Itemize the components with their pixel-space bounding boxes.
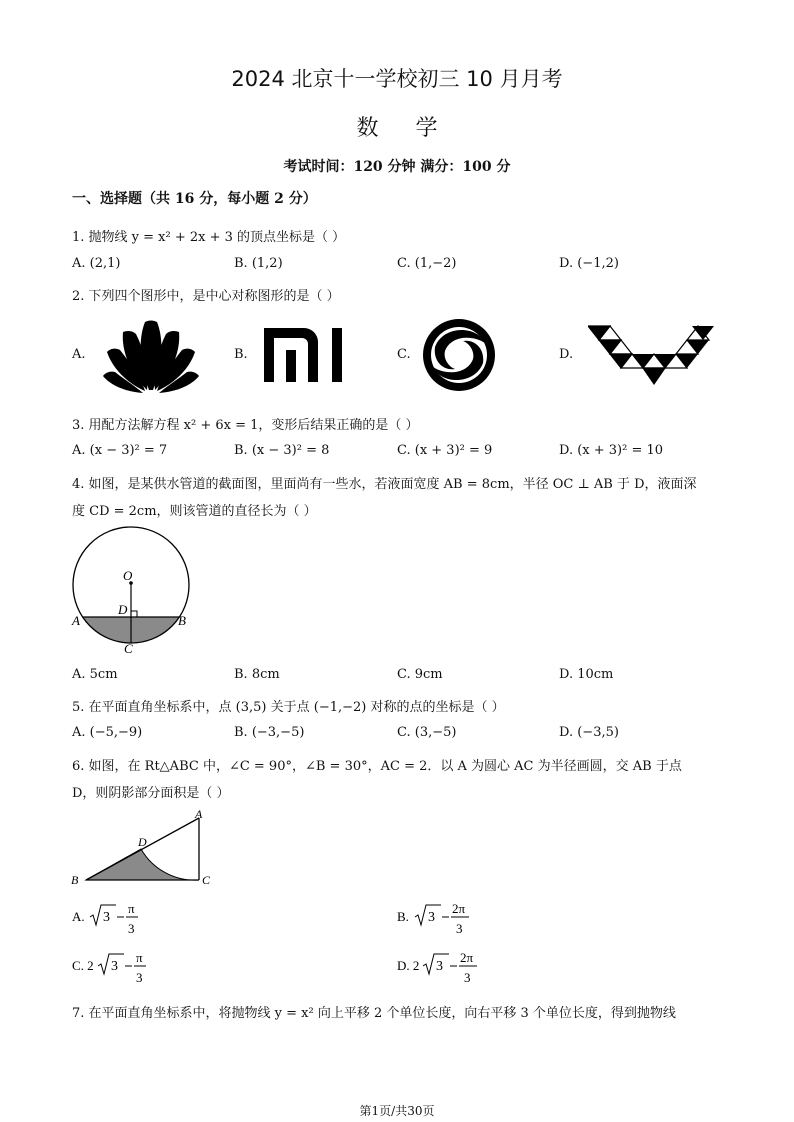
q6-option-a-num: π (128, 901, 135, 916)
q6-option-c-root: 3 (111, 959, 118, 974)
triangle-pattern-figure (588, 324, 714, 390)
q6-option-c (72, 946, 192, 990)
q2-option-c: C. (397, 347, 411, 362)
q5-option-b: B. (−3,−5) (234, 725, 305, 740)
exam-info: 考试时间：120 分钟 满分：100 分 (283, 159, 511, 175)
label-c: C (124, 641, 133, 654)
q4-option-a: A. 5cm (72, 667, 118, 682)
page-title: 2024 北京十一学校初三 10 月月考 (231, 67, 563, 91)
label-b: B (71, 873, 79, 887)
pipe-cross-section-figure (66, 522, 196, 654)
question-4-stem-line1: 4. 如图，是某供水管道的截面图，里面尚有一些水，若液面宽度 AB = 8cm，半径 OC ⊥ AB 于 D，液面深 (72, 477, 697, 492)
label-o: O (123, 568, 133, 583)
q6-option-a-prefix: A. (72, 909, 85, 924)
q3-option-c: C. (x + 3)² = 9 (397, 443, 493, 458)
q4-option-d: D. 10cm (559, 667, 614, 682)
right-triangle-figure (66, 806, 226, 890)
q5-option-d: D. (−3,5) (559, 725, 619, 740)
q6-option-b-root: 3 (428, 910, 435, 925)
label-a: A (72, 613, 80, 628)
q2-option-b: B. (234, 347, 248, 362)
q5-option-a: A. (−5,−9) (72, 725, 143, 740)
question-6-stem-line1: 6. 如图，在 Rt△ABC 中，∠C = 90°，∠B = 30°，AC = 2．以 A 为圆心 AC 为半径画圆，交 AB 于点 (72, 759, 682, 774)
q1-option-a: A. (2,1) (72, 256, 121, 271)
mi-logo-figure (264, 328, 346, 382)
q2-option-a: A. (72, 347, 86, 362)
q3-option-b: B. (x − 3)² = 8 (234, 443, 330, 458)
q1-option-d: D. (−1,2) (559, 256, 619, 271)
question-3-stem: 3. 用配方法解方程 x² + 6x = 1，变形后结果正确的是（ ） (72, 418, 419, 433)
q4-option-c: C. 9cm (397, 667, 443, 682)
q6-option-d-prefix: D. 2 (397, 958, 420, 973)
q6-option-a-den: 3 (128, 921, 135, 936)
q6-option-b-num: 2π (452, 901, 466, 916)
q6-option-b (397, 897, 507, 941)
q3-option-a: A. (x − 3)² = 7 (72, 443, 168, 458)
q6-option-a (72, 897, 182, 941)
label-a: A (195, 807, 203, 821)
q5-option-c: C. (3,−5) (397, 725, 457, 740)
q6-option-d-num: 2π (460, 950, 474, 965)
q6-option-c-den: 3 (136, 970, 143, 985)
q6-option-b-den: 3 (456, 921, 463, 936)
q6-option-d-root: 3 (436, 959, 443, 974)
question-6-stem-line2: D，则阴影部分面积是（ ） (72, 786, 230, 801)
label-b: B (178, 613, 186, 628)
q2-option-d: D. (559, 347, 574, 362)
q6-option-c-num: π (136, 950, 143, 965)
swirl-logo-figure (421, 317, 497, 393)
section-heading: 一、选择题（共 16 分，每小题 2 分） (72, 191, 317, 207)
label-c: C (202, 873, 211, 887)
q6-option-c-prefix: C. 2 (72, 958, 94, 973)
page-footer: 第1页/共30页 (359, 1104, 435, 1118)
question-5-stem: 5. 在平面直角坐标系中，点 (3,5) 关于点 (−1,−2) 对称的点的坐标是（ ） (72, 700, 505, 715)
label-d: D (138, 835, 147, 849)
q3-option-d: D. (x + 3)² = 10 (559, 443, 664, 458)
q4-option-b: B. 8cm (234, 667, 280, 682)
question-4-stem-line2: 度 CD = 2cm，则该管道的直径长为（ ） (72, 504, 317, 519)
q6-option-a-root: 3 (103, 910, 110, 925)
label-d: D (118, 602, 128, 617)
q6-option-d-den: 3 (464, 970, 471, 985)
q6-option-b-prefix: B. (397, 909, 409, 924)
question-7-stem: 7. 在平面直角坐标系中，将抛物线 y = x² 向上平移 2 个单位长度，向右平移 3 个单位长度，得到抛物线 (72, 1006, 676, 1021)
question-2-stem: 2. 下列四个图形中，是中心对称图形的是（ ） (72, 289, 340, 304)
subject-title: 数 学 (356, 116, 438, 141)
question-1-stem: 1. 抛物线 y = x² + 2x + 3 的顶点坐标是（ ） (72, 230, 346, 245)
q1-option-c: C. (1,−2) (397, 256, 457, 271)
q6-option-d (397, 946, 517, 990)
q1-option-b: B. (1,2) (234, 256, 283, 271)
fan-logo-figure (103, 318, 199, 394)
